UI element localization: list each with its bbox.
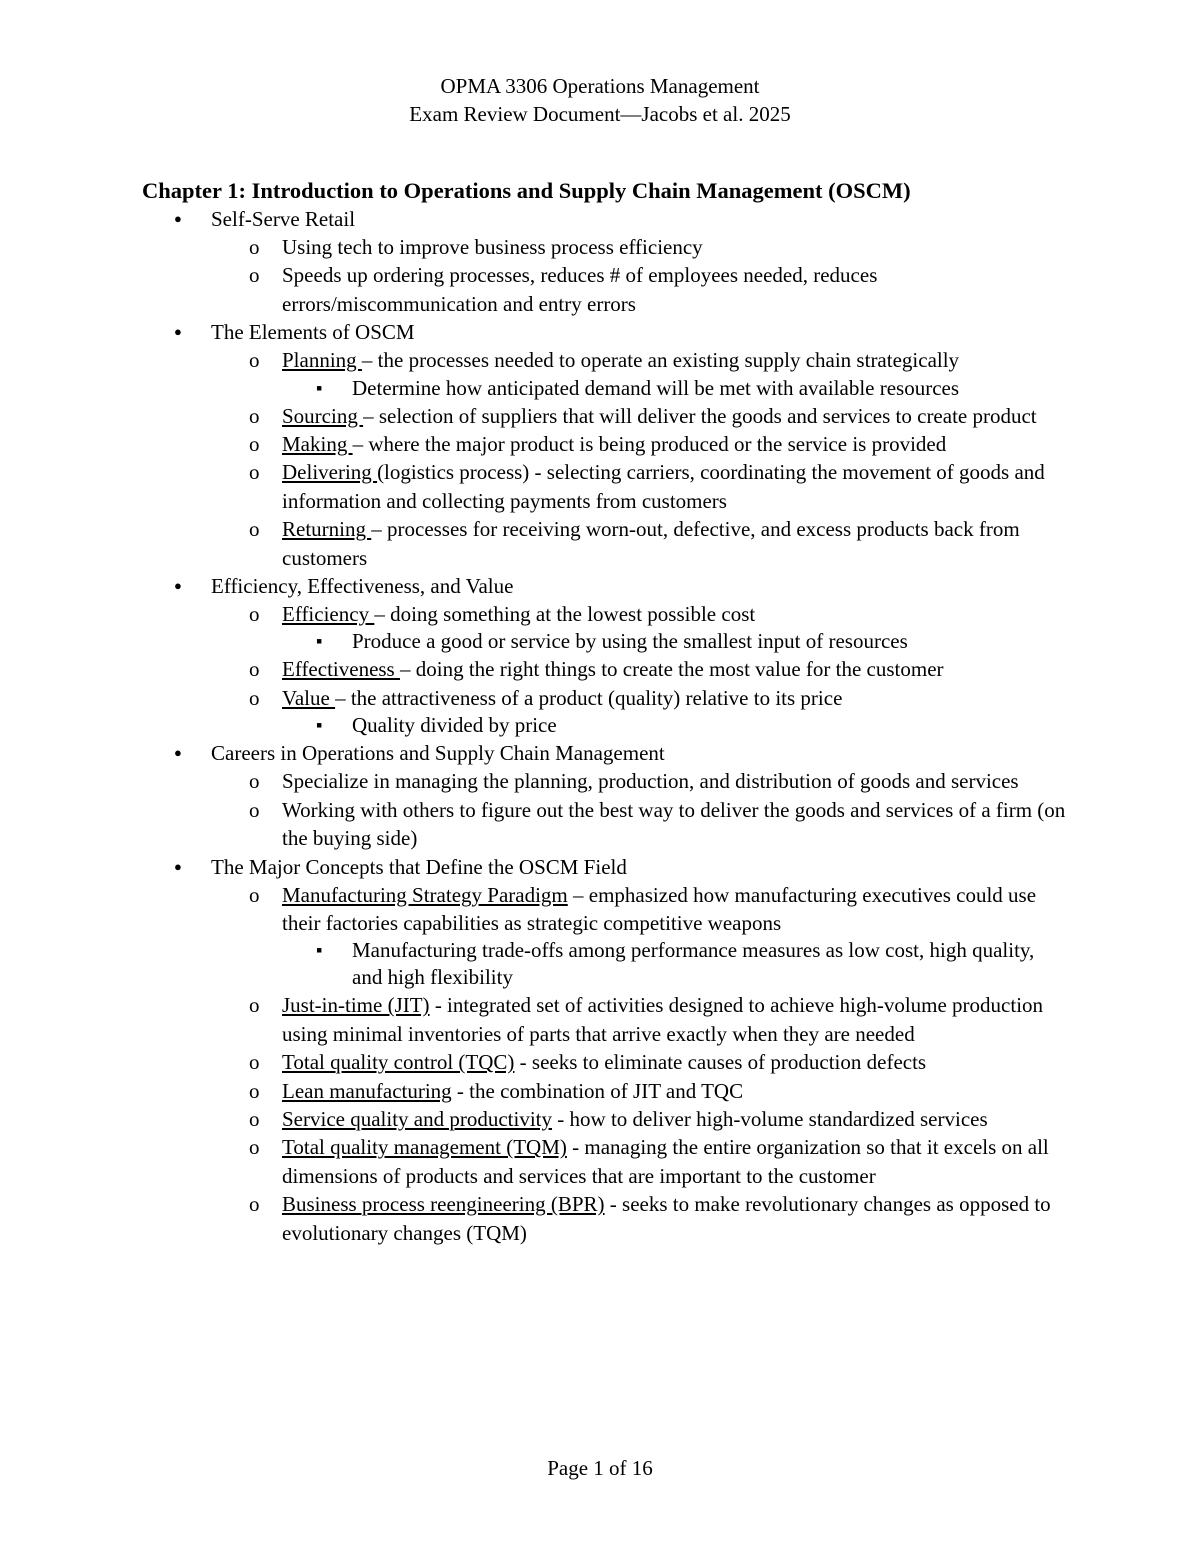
- page-number: Page 1 of 16: [547, 1456, 653, 1480]
- bullet-careers: ● Careers in Operations and Supply Chain Management: [0, 739, 1200, 767]
- term-tqm: Total quality management (TQM): [282, 1135, 567, 1160]
- list-item: o Lean manufacturing - the combination of JIT and TQC: [249, 1078, 744, 1103]
- bullet-efficiency: ● Efficiency, Effectiveness, and Value: [0, 572, 1200, 600]
- sub-list-item: ▪ Produce a good or service by using the smallest input of resources: [0, 628, 1200, 655]
- sub-list-item: ▪ Manufacturing trade-offs among performance measures as low cost, high quality, and high flexibility: [0, 937, 1200, 991]
- list-item: o Planning – the processes needed to operate an existing supply chain strategically: [249, 348, 960, 373]
- term-returning: Returning: [282, 517, 372, 542]
- course-title: OPMA 3306 Operations Management: [440, 74, 760, 98]
- sub-list-item: ▪ Quality divided by price: [0, 712, 1200, 739]
- list-item: o Manufacturing Strategy Paradigm – emphasized how manufacturing executives could use their factories capabilities as strategic competitive weapons: [249, 882, 1037, 935]
- list-item: o Specialize in managing the planning, production, and distribution of goods and services: [249, 769, 1019, 794]
- term-effectiveness: Effectiveness: [282, 657, 400, 682]
- list-item: o Just-in-time (JIT) - integrated set of activities designed to achieve high-volume production using minimal inventories of parts that arrive exactly when they are needed: [249, 993, 1044, 1046]
- list-item: o Working with others to figure out the best way to deliver the goods and services of a firm (on the buying side): [249, 797, 1066, 851]
- term-lean: Lean manufacturing: [282, 1078, 452, 1103]
- list-item: o Value – the attractiveness of a product (quality) relative to its price: [249, 685, 843, 710]
- document-header: [0, 72, 1200, 128]
- term-planning: Planning: [282, 348, 362, 373]
- list-item: o Delivering (logistics process) - selecting carriers, coordinating the movement of goods and information and collecting payments from customers: [249, 460, 1045, 513]
- chapter-content: [0, 205, 1200, 1247]
- bullet-elements: ● The Elements of OSCM: [0, 318, 1200, 346]
- list-item: o Effectiveness – doing the right things to create the most value for the customer: [249, 657, 944, 682]
- term-tqc: Total quality control (TQC): [282, 1050, 515, 1075]
- list-item: o Using tech to improve business process efficiency: [249, 235, 703, 259]
- term-jit: Just-in-time (JIT): [282, 993, 430, 1018]
- term-making: Making: [282, 432, 353, 457]
- list-item: o Business process reengineering (BPR) - seeks to make revolutionary changes as opposed to evolutionary changes (TQM): [249, 1192, 1051, 1245]
- term-sourcing: Sourcing: [282, 403, 364, 428]
- list-item: o Speeds up ordering processes, reduces # of employees needed, reduces errors/miscommunication and entry errors: [249, 263, 878, 316]
- list-item: o Making – where the major product is being produced or the service is provided: [249, 432, 947, 457]
- term-delivering: Delivering: [282, 460, 378, 485]
- term-sqp: Service quality and productivity: [282, 1106, 553, 1131]
- term-efficiency: Efficiency: [282, 602, 375, 627]
- chapter-heading: Chapter 1: Introduction to Operations and Supply Chain Management (OSCM): [142, 178, 911, 203]
- term-msp: Manufacturing Strategy Paradigm: [282, 882, 568, 907]
- bullet-self-serve: ● Self-Serve Retail: [0, 205, 1200, 233]
- sub-list-item: ▪ Determine how anticipated demand will be met with available resources: [0, 375, 1200, 402]
- list-item: o Total quality control (TQC) - seeks to eliminate causes of production defects: [249, 1050, 927, 1075]
- list-item: o Efficiency – doing something at the lowest possible cost: [249, 602, 756, 627]
- list-item: o Returning – processes for receiving worn-out, defective, and excess products back from customers: [249, 517, 1020, 570]
- list-item: o Service quality and productivity - how to deliver high-volume standardized services: [249, 1106, 988, 1131]
- document-subtitle: Exam Review Document—Jacobs et al. 2025: [409, 102, 791, 126]
- bullet-concepts: ● The Major Concepts that Define the OSCM Field: [0, 853, 1200, 881]
- term-value: Value: [282, 685, 336, 710]
- list-item: o Total quality management (TQM) - managing the entire organization so that it excels on all dimensions of products and services that are important to the customer: [249, 1135, 1049, 1188]
- term-bpr: Business process reengineering (BPR): [282, 1192, 605, 1217]
- list-item: o Sourcing – selection of suppliers that will deliver the goods and services to create product: [249, 403, 1037, 428]
